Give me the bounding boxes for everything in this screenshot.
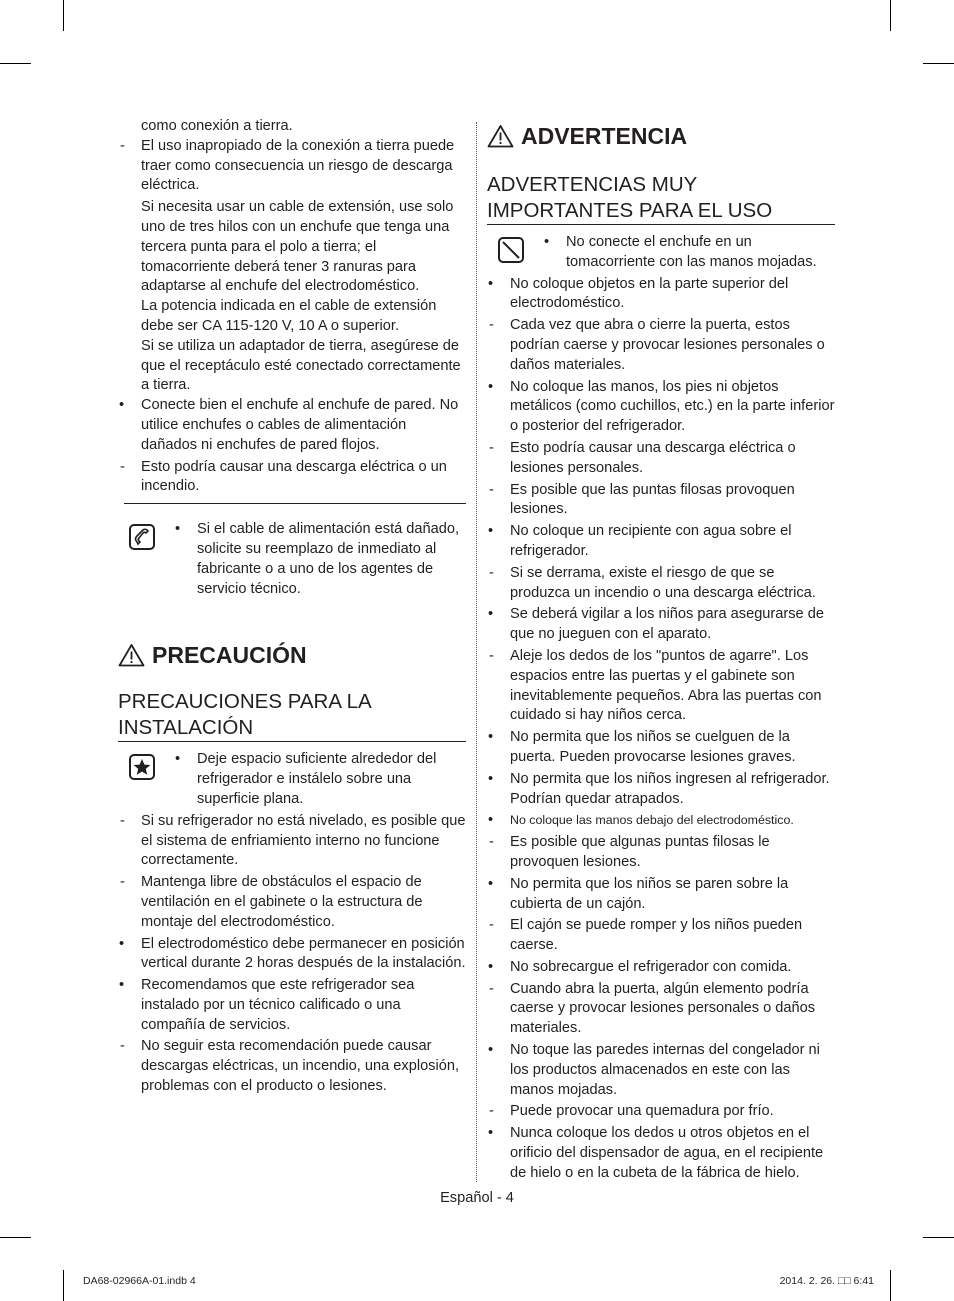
uso-section-title: ADVERTENCIAS MUY IMPORTANTES PARA EL USO bbox=[487, 172, 835, 225]
print-file-name: DA68-02966A-01.indb 4 bbox=[83, 1275, 196, 1287]
list-item bbox=[487, 481, 835, 521]
list-item bbox=[487, 916, 835, 956]
precaucion-title: PRECAUCIÓN bbox=[152, 642, 307, 669]
list-item bbox=[487, 647, 835, 726]
crop-mark bbox=[923, 1237, 954, 1238]
dash-mark: - bbox=[489, 917, 494, 934]
list-item bbox=[487, 564, 835, 604]
list-item bbox=[118, 935, 466, 975]
bullet-mark: • bbox=[119, 935, 125, 952]
list-item-text: No coloque las manos, los pies ni objetos metálicos (como cuchillos, etc.) en la parte inferior o posterior del refrigerador. bbox=[510, 378, 835, 435]
list-item bbox=[487, 1102, 835, 1122]
list-item-text: Cuando abra la puerta, algún elemento podría caerse y provocar lesiones personales o daños materiales. bbox=[510, 980, 816, 1037]
list-item bbox=[487, 875, 835, 915]
list-item-text: Se deberá vigilar a los niños para asegurarse de que no jueguen con el aparato. bbox=[510, 606, 824, 643]
continuation-text: como conexión a tierra. bbox=[141, 118, 293, 134]
dash-mark: - bbox=[120, 1038, 125, 1055]
list-item bbox=[543, 233, 835, 273]
bullet-mark: • bbox=[488, 378, 494, 395]
list-item-text: El cajón se puede romper y los niños pueden caerse. bbox=[510, 917, 803, 954]
advertencia-title: ADVERTENCIA bbox=[521, 123, 688, 149]
list-item bbox=[487, 980, 835, 1039]
bullet-mark: • bbox=[488, 958, 494, 975]
phone-icon bbox=[129, 524, 155, 550]
list-item bbox=[487, 1124, 835, 1183]
list-item-text: Conecte bien el enchufe al enchufe de pared. No utilice enchufes o cables de alimentación dañados ni enchufes de pared flojos. bbox=[141, 397, 459, 453]
list-item bbox=[118, 198, 466, 297]
list-item bbox=[118, 137, 466, 196]
phone-note bbox=[118, 520, 466, 599]
crop-mark bbox=[890, 0, 891, 31]
list-item bbox=[487, 378, 835, 437]
left-list-1 bbox=[118, 137, 466, 497]
crop-mark bbox=[0, 1237, 31, 1238]
bullet-mark: • bbox=[488, 523, 494, 540]
list-item bbox=[174, 520, 466, 599]
list-item-text: Cada vez que abra o cierre la puerta, estos podrían caerse y provocar lesiones personales o daños materiales. bbox=[510, 317, 825, 373]
print-timestamp: 2014. 2. 26. □□ 6:41 bbox=[779, 1275, 874, 1287]
dash-mark: - bbox=[489, 439, 494, 456]
list-item-text: No permita que los niños se cuelguen de la puerta. Pueden provocarse lesiones graves. bbox=[510, 729, 796, 765]
list-item bbox=[118, 337, 466, 396]
list-item-text: El electrodoméstico debe permanecer en posición vertical durante 2 horas después de la instalación. bbox=[141, 935, 466, 972]
list-item-text: No permita que los niños ingresen al refrigerador. Podrían quedar atrapados. bbox=[510, 770, 830, 807]
list-item-text: Si necesita usar un cable de extensión, use solo uno de tres hilos con un enchufe que tenga una tercera punta para el polo a tierra; el tomacorriente deberá tener 3 ranuras para adaptarse al enchufe del electrodoméstico. bbox=[141, 199, 454, 295]
install-section-title: PRECAUCIONES PARA LA INSTALACIÓN bbox=[118, 689, 466, 742]
bullet-mark: • bbox=[488, 770, 494, 787]
list-item bbox=[487, 1041, 835, 1100]
list-item bbox=[487, 605, 835, 645]
crop-mark bbox=[63, 1270, 64, 1301]
star-note bbox=[118, 750, 466, 809]
bullet-mark: • bbox=[488, 875, 494, 892]
list-item-text: Puede provocar una quemadura por frío. bbox=[510, 1103, 774, 1120]
list-item-text: Si su refrigerador no está nivelado, es posible que el sistema de enfriamiento interno no funcione correctamente. bbox=[141, 812, 466, 869]
list-item-text: No coloque un recipiente con agua sobre el refrigerador. bbox=[510, 523, 792, 559]
list-item-text: Recomendamos que este refrigerador sea instalado por un técnico calificado o una compañía de servicios. bbox=[141, 977, 415, 1033]
list-item-text: No permita que los niños se paren sobre la cubierta de un cajón. bbox=[510, 875, 789, 912]
precaucion-heading bbox=[118, 641, 466, 669]
right-list bbox=[487, 275, 835, 1184]
list-item bbox=[487, 728, 835, 768]
list-item bbox=[118, 873, 466, 932]
list-item bbox=[118, 976, 466, 1035]
dash-mark: - bbox=[489, 647, 494, 664]
dash-mark: - bbox=[489, 1103, 494, 1120]
list-item-text: Es posible que algunas puntas filosas le provoquen lesiones. bbox=[510, 834, 770, 870]
left-list-2 bbox=[118, 812, 466, 1097]
prohibited-note bbox=[487, 233, 835, 273]
list-item bbox=[487, 833, 835, 873]
prohibited-note-text: No conecte el enchufe en un tomacorriente con las manos mojadas. bbox=[566, 234, 817, 270]
list-item-text: Si se utiliza un adaptador de tierra, asegúrese de que el receptáculo esté conectado correctamente a tierra. bbox=[141, 337, 461, 394]
list-item bbox=[118, 396, 466, 455]
list-item bbox=[174, 750, 466, 809]
list-item-text: Es posible que las puntas filosas provoquen lesiones. bbox=[510, 481, 795, 518]
list-item bbox=[487, 811, 835, 831]
prohibited-icon bbox=[498, 237, 524, 263]
right-column bbox=[487, 122, 835, 1186]
dash-mark: - bbox=[120, 874, 125, 891]
list-item-text: La potencia indicada en el cable de extensión debe ser CA 115-120 V, 10 A o superior. bbox=[141, 298, 437, 334]
list-item-text: Aleje los dedos de los "puntos de agarre". Los espacios entre las puertas y el gabinete son inevitablemente pequeños. Abra las puertas con cuidado si hay niños cerca. bbox=[510, 647, 822, 724]
bullet-mark: • bbox=[119, 397, 125, 414]
bullet-mark: • bbox=[119, 977, 125, 994]
list-item bbox=[487, 770, 835, 810]
bullet-mark: • bbox=[544, 234, 550, 250]
bullet-mark: • bbox=[488, 275, 494, 292]
crop-mark bbox=[63, 0, 64, 31]
warning-triangle-icon bbox=[118, 643, 145, 667]
bullet-mark: • bbox=[488, 812, 494, 829]
list-item bbox=[487, 275, 835, 315]
dash-mark: - bbox=[489, 834, 494, 851]
column-divider bbox=[476, 122, 477, 1182]
list-item bbox=[487, 958, 835, 978]
advertencia-heading bbox=[487, 122, 835, 150]
left-column bbox=[118, 117, 466, 1099]
list-item-text: No coloque las manos debajo del electrodoméstico. bbox=[510, 813, 794, 828]
crop-mark bbox=[890, 1270, 891, 1301]
dash-mark: - bbox=[489, 317, 494, 334]
star-icon bbox=[129, 754, 155, 780]
crop-mark bbox=[0, 63, 31, 64]
list-item-text: El uso inapropiado de la conexión a tierra puede traer como consecuencia un riesgo de descarga eléctrica. bbox=[141, 137, 455, 194]
list-item bbox=[487, 439, 835, 479]
dash-mark: - bbox=[120, 812, 125, 829]
page-number: Español - 4 bbox=[440, 1190, 514, 1206]
list-item bbox=[118, 297, 466, 337]
dash-mark: - bbox=[489, 564, 494, 581]
bullet-mark: • bbox=[488, 606, 494, 623]
dash-mark: - bbox=[120, 458, 125, 475]
warning-triangle-icon bbox=[487, 124, 514, 148]
list-item-text: Si se derrama, existe el riesgo de que se produzca un incendio o una descarga eléctrica. bbox=[510, 564, 816, 601]
list-item bbox=[118, 812, 466, 871]
dash-mark: - bbox=[489, 980, 494, 997]
list-item bbox=[487, 522, 835, 562]
bullet-mark: • bbox=[488, 1125, 494, 1142]
list-item-text: Esto podría causar una descarga eléctrica o lesiones personales. bbox=[510, 439, 796, 476]
bullet-mark: • bbox=[175, 521, 181, 538]
bullet-mark: • bbox=[175, 751, 181, 768]
list-item bbox=[118, 458, 466, 498]
bullet-mark: • bbox=[488, 729, 494, 746]
list-item bbox=[118, 1037, 466, 1096]
note-separator bbox=[124, 503, 466, 504]
star-note-text: Deje espacio suficiente alrededor del refrigerador e instálelo sobre una superficie plana. bbox=[197, 751, 437, 807]
phone-note-text: Si el cable de alimentación está dañado, solicite su reemplazo de inmediato al fabricante o a uno de los agentes de servicio técnico. bbox=[197, 521, 460, 597]
list-item bbox=[487, 316, 835, 375]
list-item-text: No sobrecargue el refrigerador con comida. bbox=[510, 958, 792, 975]
list-item-text: No seguir esta recomendación puede causar descargas eléctricas, un incendio, una explosión, problemas con el producto o lesiones. bbox=[141, 1038, 460, 1095]
list-item-text: Esto podría causar una descarga eléctrica o un incendio. bbox=[141, 458, 447, 495]
list-item-text: No toque las paredes internas del congelador ni los productos almacenados en este con las manos mojadas. bbox=[510, 1042, 820, 1098]
list-item-text: Nunca coloque los dedos u otros objetos en el orificio del dispensador de agua, en el recipiente de hielo o en la cubeta de la fábrica de hielo. bbox=[510, 1125, 824, 1181]
dash-mark: - bbox=[120, 137, 125, 154]
bullet-mark: • bbox=[488, 1042, 494, 1059]
list-item-text: Mantenga libre de obstáculos el espacio de ventilación en el gabinete o la estructura de montaje del electrodoméstico. bbox=[141, 874, 423, 930]
list-item-text: No coloque objetos en la parte superior del electrodoméstico. bbox=[510, 275, 789, 312]
crop-mark bbox=[923, 63, 954, 64]
dash-mark: - bbox=[489, 481, 494, 498]
